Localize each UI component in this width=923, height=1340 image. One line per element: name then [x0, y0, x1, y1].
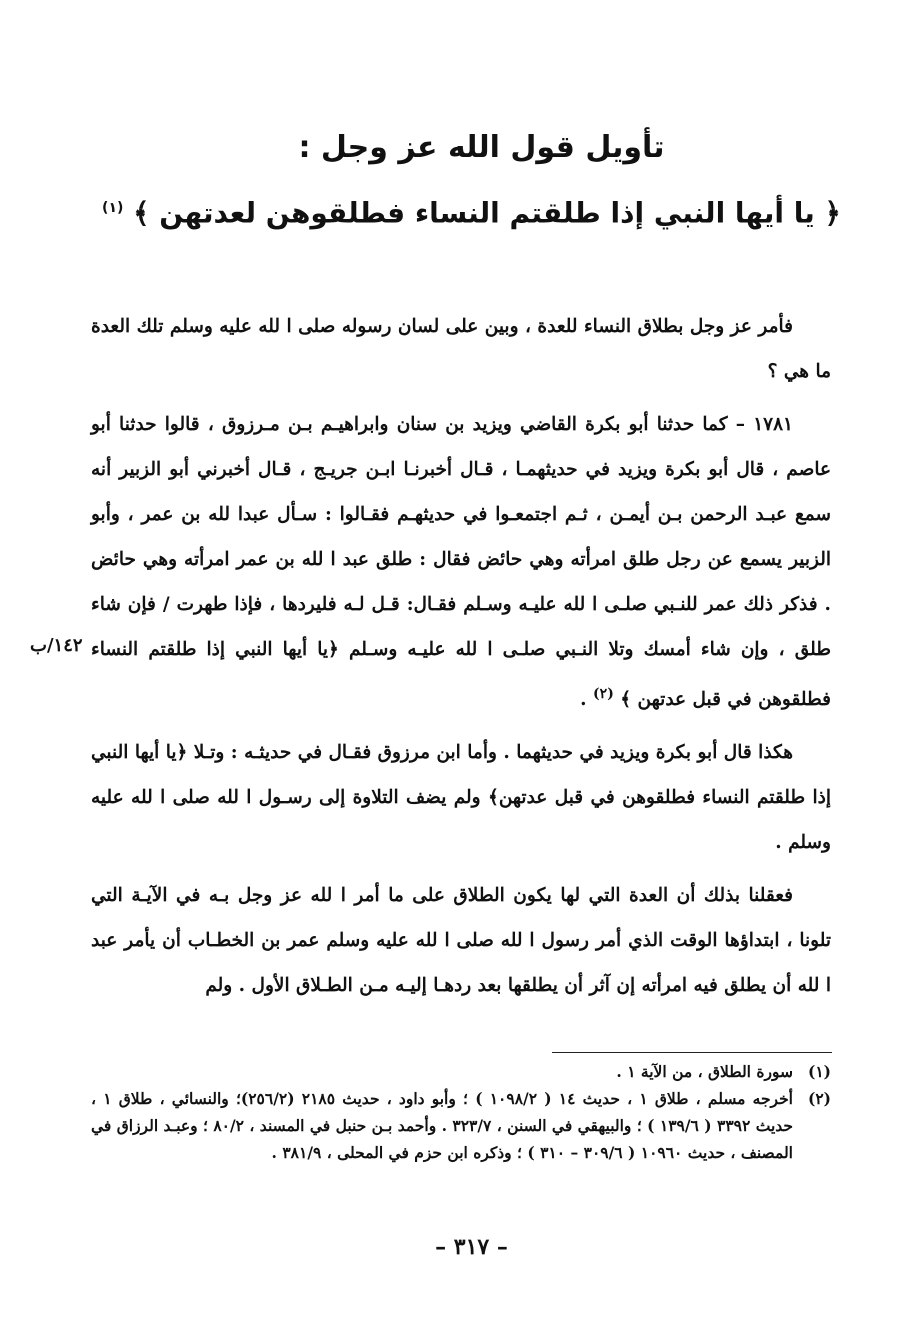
hadith-end: .: [580, 689, 594, 711]
page-number: – ٣١٧ –: [435, 1234, 508, 1260]
chapter-title: تأويل قول الله عز وجل :: [298, 130, 665, 165]
footnote-ref-2: (٢): [593, 686, 614, 702]
footnote-text: سورة الطلاق ، من الآية ١ .: [616, 1062, 793, 1081]
footnote-text: أخرجه مسلم ، طلاق ١ ، حديث ١٤ ( ١٠٩٨/٢ ) ؛ وأبو داود ، حديث ٢١٨٥ (٢٥٦/٢)؛ والنسائي ، طلاق ١ ، حديث ٣٣٩٢ ( ١٣٩/٦ ) ؛ والبيهقي في السنن ، ٣٢٣/٧ . وأحمد بـن حنبل في المسند ، ٨٠/٢ ؛ وعبـد الرزاق في المصنف ، حديث ١٠٩٦٠ ( ٣٠٩/٦ – ٣١٠ ) ؛ وذكره ابن حزم في المحلى ، ٣٨١/٩ .: [91, 1089, 793, 1162]
verse-text: ﴿ يا أيها النبي إذا طلقتم النساء فطلقوهن لعدتهن ﴾: [133, 196, 841, 230]
paragraph-commentary: هكذا قال أبو بكرة ويزيد في حديثهما . وأما ابن مرزوق فقـال في حديثـه : وتـلا ﴿يا أيها النبي إذا طلقتم النساء فطلقوهن في قبل عدتهن﴾ ولم يضف التلاوة إلى رسـول ا لله صلى ا لله عليه وسلم .: [91, 742, 831, 854]
footnote-divider: [552, 1052, 832, 1053]
footnote-ref-1: (١): [102, 200, 124, 216]
paragraph-intro: فأمر عز وجل بطلاق النساء للعدة ، وبين على لسان رسوله صلى ا لله عليه وسلم تلك العدة ما هي ؟: [91, 316, 831, 382]
body-text: [91, 304, 831, 1016]
footnote-number: (٢): [807, 1089, 831, 1108]
footnotes: [91, 1058, 831, 1166]
paragraph-hadith-1781: [91, 402, 831, 722]
hadith-text: ١٧٨١ – كما حدثنا أبو بكرة القاضي ويزيد بن سنان وابراهيـم بـن مـرزوق ، قالوا حدثنا أبو عاصم ، قال أبو بكرة ويزيد في حديثهمـا ، قـال أخبرنـا ابـن جريـج ، قـال أخبرني أبو الزبير أنه سمع عبـد الرحمن بـن أيمـن ، ثـم اجتمعـوا في حديثهـم فقـالوا : سـأل عبدا لله بن عمر ، وأبو الزبير يسمع عن رجل طلق امرأته وهي حائض فقال : طلق عبد ا لله بن عمر امرأته وهي حائض . فذكر ذلك عمر للنـبي صلـى ا لله عليـه وسـلم فقـال: قـل لـه فليردها ، فإذا طهرت / فإن شاء طلق ، وإن شاء أمسك وتلا النـبي صلـى ا لله عليـه وسـلم ﴿يا أيها النبي إذا طلقتم النساء فطلقوهن في قبل عدتهن ﴾: [91, 414, 831, 711]
paragraph-conclusion: فعقلنا بذلك أن العدة التي لها يكون الطلاق على ما أمر ا لله عز وجل بـه في الآيـة التي تلونا ، ابتداؤها الوقت الذي أمر رسول ا لله صلى ا لله عليه وسلم عمر بن الخطـاب أن يأمر عبد ا لله أن يطلق فيه امرأته إن آثر أن يطلقها بعد ردهـا إليـه مـن الطـلاق الأول . ولم: [91, 885, 831, 997]
footnote-number: (١): [807, 1062, 831, 1081]
footnote-2: [91, 1085, 831, 1166]
footnote-1: [91, 1058, 831, 1085]
chapter-verse-title: [0, 188, 923, 233]
manuscript-folio-note: ١٤٢/ب: [30, 635, 83, 656]
